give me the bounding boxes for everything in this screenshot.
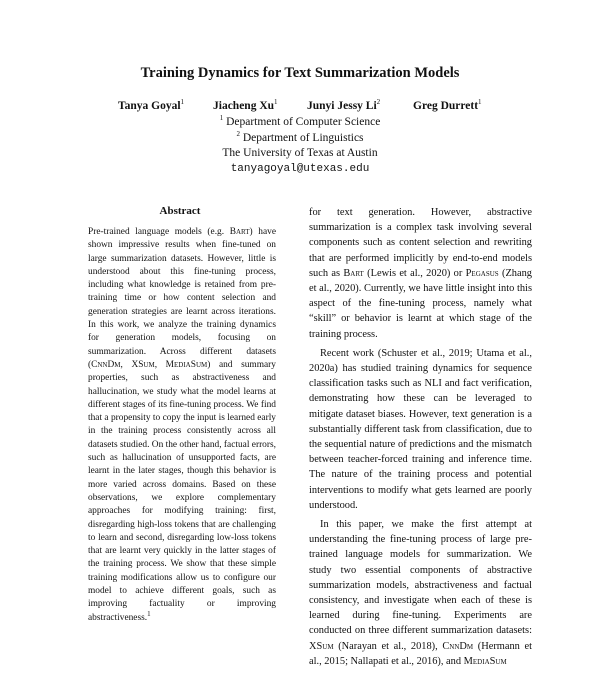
dataset-name-cnndm: CnnDm [91,359,121,370]
paragraph-part: (Zhang et al., 2020). Currently, we have little insight into this aspect of the fine-tuning process, namely what “skill” or behavior is learnt at which stage of the training process. [309,267,532,340]
author-name: Junyi Jessy Li [307,100,377,112]
institution: The University of Texas at Austin [222,147,378,159]
intro-paragraph-1 [309,205,532,342]
author-affil-mark: 1 [180,98,185,107]
dataset-name-cnndm: CnnDm [442,640,474,652]
paragraph-part: In this paper, we make the first attempt at understanding the fine-tuning process of large pre-trained language models for summarization. We study two essential components of abstractive summarization models, abstractiveness and factual consistency, and investigate when each of these is learned during fine-tuning. Experiments are conducted on three different summarization datasets: X [309,519,532,652]
author-name: Jiacheng Xu [213,100,275,112]
author-1 [118,100,184,112]
paragraph-part: (Lewis et al., 2020) or [363,267,466,279]
model-name-bart: Bart [229,227,250,237]
paper-title: Training Dynamics for Text Summarization Models [140,65,460,81]
affiliations [0,115,600,177]
author-affil-mark: 1 [478,98,482,107]
author-affil-mark: 2 [376,98,381,107]
affil-mark: 1 [219,114,224,123]
affiliation-2 [0,131,600,147]
abstract-separator: , [154,359,166,370]
paragraph-part: (Narayan et al., 2018), [333,640,443,652]
affil-text: Department of Linguistics [242,131,364,144]
author-list [0,100,600,116]
author-2 [213,100,278,112]
model-name-bart: Bart [343,267,364,279]
model-name-pegasus: Pegasus [465,267,499,279]
affiliation-1 [0,115,600,131]
abstract-text [88,226,276,625]
abstract-part: Pre-trained language models (e.g. [88,227,230,237]
author-name: Greg Durrett [413,100,479,112]
intro-paragraph-3 [309,517,532,669]
affil-mark: 2 [236,129,240,138]
intro-paragraph-2: Recent work (Schuster et al., 2019; Utama et al., 2020a) has studied training dynamics for sequence classification tasks such as NLI and fact verification, demonstrating how these can be leveraged to mitigate dataset biases. However, text generation is a substantially different task from classification, due to the sequential nature of predictions and the mismatch between teacher-forced training and inference time. The nature of the training process and potential interventions to modify what gets learned are poorly understood. [309,347,532,511]
paragraph-part: for text generation. However, abstractive summarization is a complex task involving several components such as content selection and rewriting that are performed implicitly by end-to-end models such as [309,207,532,279]
abstract-part: ) have shown impressive results when fine-tuned on large summarization datasets. However, little is understood about this fine-tuning process, including what knowledge is retained from pre-training time or how content selection and generation strategies are learnt across iterations. In this work, we analyze the training dynamics for generation models, focusing on summarization. Across different datasets ( [88,227,276,370]
author-affil-mark: 1 [274,98,278,107]
dataset-name-mediasum: MediaSum [165,359,208,370]
author-4 [413,100,482,112]
author-name: Tanya Goyal [118,100,181,112]
affil-text: Department of Computer Science [226,116,381,128]
abstract-heading: Abstract [159,205,201,217]
dataset-name-mediasum: MediaSum [463,655,507,667]
paragraph-part: (Hermann et al., 2015; Nallapati et al., 2016), and [309,640,532,667]
intro-column [309,205,532,673]
abstract-part: ) and summary properties, such as abstractiveness and hallucination, we study what the model learns at different stages of its fine-tuning process. We find that a propensity to copy the input is learned early in the training process consistently across all datasets studied. On the other hand, factual errors, such as hallucination of unsupported facts, are learnt in the later stages, though this behavior is more varied across domains. Based on these observations, we explore complementary approaches for modifying training: first, disregarding high-loss tokens that are challenging to learn and second, disregarding low-loss tokens that are learnt very quickly in the latter stages of the training process. We show that these simple training modifications allow us to configure our model to achieve different goals, such as improving factuality or improving abstractiveness. [88,359,276,623]
dataset-name-xsum: Sum [316,640,334,652]
abstract-separator: , X [120,359,139,370]
footnote-marker: 1 [147,609,151,618]
author-3 [307,100,380,112]
dataset-name-xsum: Sum [138,359,155,370]
author-email[interactable]: tanyagoyal@utexas.edu [230,162,370,175]
